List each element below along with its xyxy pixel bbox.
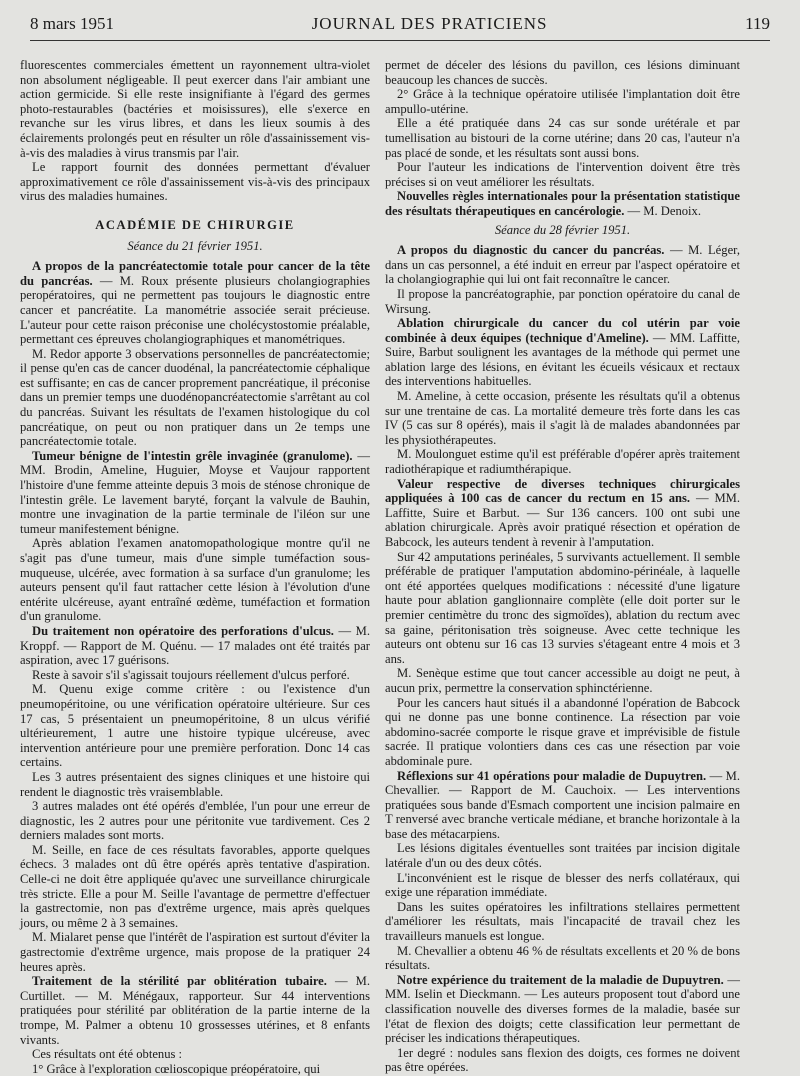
paragraph: Elle a été pratiquée dans 24 cas sur sonde urétérale et par tumellisation au bistouri de la corne utérine; dans 20 cas, l'auteur n'a pas placé de sonde, et les résultats sont aussi bons. <box>385 116 740 160</box>
article-heading: Traitement de la stérilité par oblitération tubaire. <box>32 974 327 989</box>
paragraph: M. Mialaret pense que l'intérêt de l'aspiration est surtout d'éviter la gastrectomie d'extrême urgence, mais propose de la pratiquer 24 heures après. <box>20 930 370 974</box>
paragraph: Dans les suites opératoires les infiltrations stellaires permettent d'améliorer les résultats, mais l'incapacité de travail chez les travailleurs manuels est longue. <box>385 899 740 944</box>
article <box>20 259 370 347</box>
article-text: — M. Roux présente plusieurs cholangiographies peropératoires, qui ne permettent pas toujours le diagnostic entre cancer et pancréatite. La manométrie associée serait précieuse. L'auteur pour cette raison préconise une cholécystostomie préalable, permettant ces épreuves cholangiographiques et manométriques. <box>20 273 370 347</box>
article-text: — MM. Brodin, Ameline, Huguier, Moyse et Vaujour rapportent l'histoire d'une femme atteinte depuis 3 mois de sténose chronique de l'intestin grêle. Le lavement baryté, forçant la valvule de Bauhin, montre une invagination de la partie terminale de l'iléon sur une tumeur manifestement bénigne. <box>20 448 370 536</box>
journal-title: JOURNAL DES PRATICIENS <box>311 14 548 33</box>
paragraph: fluorescentes commerciales émettent un rayonnement ultra-violet non absolument négligeable. Il peut exercer dans l'air ambiant une action germicide. Si elle reste insignifiante à l'égard des germes photo-restaurables (bactéries et moisissures), elle s'exerce en revanche sur les virus libres, et dans les lieux soumis à des éclairements prolongés peut en résulter un rôle d'assainissement vis-à-vis des maladies à virus transmis par l'air. <box>20 58 370 160</box>
paragraph: Après ablation l'examen anatomopathologique montre qu'il ne s'agit pas d'une tumeur, mais d'une simple tuméfaction sous-muqueuse, ulcérée, avec formation à sa surface d'un granulome; les auteurs pensent qu'il faut rattacher cette lésion à l'évolution d'une entérite ulcéreuse, ayant entraîné œdème, tuméfaction et formation d'un granulome. <box>20 536 370 624</box>
header-date: 8 mars 1951 <box>30 14 115 33</box>
article <box>20 449 370 537</box>
paragraph: Pour l'auteur les indications de l'intervention doivent être très précises si on veut améliorer les résultats. <box>385 160 740 189</box>
paragraph: M. Redor apporte 3 observations personnelles de pancréatectomie; il pense qu'en cas de cancer duodénal, la pancréatectomie céphalique est suffisante; en cas de cancer proprement pancréatique, il préconise dans un premier temps une duodénopancréatectomie s'arrêtant au col du pancréas. Suivant les résultats de l'examen histologique du col pancréatique, on peut ou non pratiquer dans un 2e temps une pancréatectomie totale. <box>20 346 370 449</box>
article-heading: A propos de la pancréatectomie totale pour cancer de la tête du pancréas. <box>20 259 370 288</box>
paragraph: 2° Grâce à la technique opératoire utilisée l'implantation doit être ampullo-utérine. <box>385 87 740 116</box>
session-date: Séance du 21 février 1951. <box>127 238 263 253</box>
session-date: Séance du 28 février 1951. <box>494 222 631 237</box>
article <box>20 974 370 1047</box>
paragraph: M. Chevallier a obtenu 46 % de résultats excellents et 20 % de bons résultats. <box>385 943 740 973</box>
paragraph: M. Senèque estime que tout cancer accessible au doigt ne peut, à aucun prix, permettre la conservation sphinctérienne. <box>385 666 740 695</box>
paragraph: M. Ameline, à cette occasion, présente les résultats qu'il a obtenus sur une trentaine de cas. La mortalité demeure très forte dans les cas IV (5 cas sur 8 opérés), mais il s'agit là de malades abandonnées par les physiothérapeutes. <box>385 389 740 447</box>
article-heading: Ablation chirurgicale du cancer du col utérin par voie combinée à deux équipes (technique d'Ameline). <box>385 316 740 345</box>
paragraph: Reste à savoir s'il s'agissait toujours réellement d'ulcus perforé. <box>32 667 350 682</box>
page-header <box>30 14 770 40</box>
paragraph: Les lésions digitales éventuelles sont traitées par incision digitale latérale d'un ou des deux côtés. <box>385 841 740 871</box>
right-column <box>385 58 741 1075</box>
article-heading: Du traitement non opératoire des perforations d'ulcus. <box>32 623 334 638</box>
article-heading: Réflexions sur 41 opérations pour maladie de Dupuytren. <box>397 768 707 783</box>
article-text: — M. Curtillet. — M. Ménégaux, rapporteur. Sur 44 interventions pratiquées pour stérilité par oblitération de la partie interne de la trompe, M. Palmer a obtenu 10 grossesses utérines, et 8 enfants vivants. <box>20 974 370 1047</box>
article <box>385 973 740 1046</box>
left-column <box>20 58 370 1076</box>
article <box>385 243 740 287</box>
article-text: — M. Denoix. <box>624 203 701 218</box>
paragraph: 1° Grâce à l'exploration cœlioscopique préopératoire, qui <box>32 1061 321 1076</box>
article-heading: A propos du diagnostic du cancer du pancréas. <box>397 243 665 258</box>
paragraph: Les 3 autres présentaient des signes cliniques et une histoire qui rendent le diagnostic très vraisemblable. <box>20 769 370 799</box>
article-text: — MM. Laffitte, Suire et Barbut. — Sur 136 cancers. 100 ont subi une ablation chirurgicale. Après avoir pratiqué résection et opération de Babcock, les auteurs tendent à revenir à l'amputation. <box>385 491 740 549</box>
paragraph: M. Quenu exige comme critère : ou l'existence d'un pneumopéritoine, ou une vérification opératoire ultérieure. Sur ces 17 cas, 5 présentaient un pneumopéritoine, 8 un ulcus vérifié ultérieurement, 1 autre une histoire typique ulcéreuse, avec intervention antérieure pour une première perforation. Donc 14 cas certains. <box>20 682 370 770</box>
page-number: 119 <box>745 14 770 33</box>
header-rule <box>30 40 770 41</box>
section-heading: ACADÉMIE DE CHIRURGIE <box>95 217 295 232</box>
article-heading: Tumeur bénigne de l'intestin grêle invaginée (granulome). <box>32 448 353 463</box>
article <box>385 477 740 550</box>
article-heading: Valeur respective de diverses techniques chirurgicales appliquées à 100 cas de cancer du rectum en 15 ans. <box>385 476 740 506</box>
article-text: — M. Chevallier. — Rapport de M. Cauchoix. — Les interventions pratiquées sous bande d'Esmach comportent une incision palmaire en T renversé avec branche verticale médiane, et branche horizontale à la base des métacarpiens. <box>385 768 740 841</box>
article-text: — M. Kroppf. — Rapport de M. Quénu. — 17 malades ont été traités par aspiration, avec 17 guérisons. <box>20 623 370 668</box>
article-text: — MM. Iselin et Dieckmann. — Les auteurs proposent tout d'abord une classification nouvelle des diverses formes de la maladie, basée sur l'état de flexion des doigts; cette classification leur permettant de préciser les indications thérapeutiques. <box>385 972 741 1046</box>
paragraph: Le rapport fournit des données permettant d'évaluer approximativement ce rôle d'assainissement vis-à-vis des principaux virus des maladies humaines. <box>20 160 370 204</box>
paragraph: Il propose la pancréatographie, par ponction opératoire du canal de Wirsung. <box>385 286 740 316</box>
paragraph: Sur 42 amputations perinéales, 5 survivants actuellement. Il semble préférable de pratiquer l'amputation abdomino-périnéale, à laquelle ont été apportées quelques modifications : nécessité d'une ligature haute pour ablation ganglionnaire complète (elle doit porter sur le premier centimètre du tronc des sigmoïdes), ablation du rectum avec sa gaine, péritonisation très soigneuse. Avec cette technique les auteurs ont obtenu sur 16 cas 13 survies s'étageant entre 4 mois et 3 ans. <box>385 549 740 666</box>
article-text: — MM. Laffitte, Suire, Barbut soulignent les avantages de la méthode qui permet une ablation large des lésions, en évitant les écueils vésicaux et rectaux des interventions habituelles. <box>385 330 741 389</box>
paragraph: 1er degré : nodules sans flexion des doigts, ces formes ne doivent pas être opérées. <box>385 1045 740 1075</box>
paragraph: Pour les cancers haut situés il a abandonné l'opération de Babcock qui ne donne pas une bonne continence. La résection par voie abdomino-sacrée comporte le risque grave et imprévisible de fistule sacrée. Il pratique volontiers dans ces cas une résection par voie abdominale pure. <box>385 695 740 768</box>
paragraph: L'inconvénient est le risque de blesser des nerfs collatéraux, qui exige une réparation immédiate. <box>385 870 740 900</box>
paragraph: permet de déceler des lésions du pavillon, ces lésions diminuant beaucoup les chances de succès. <box>385 58 740 87</box>
paragraph: M. Seille, en face de ces résultats favorables, apporte quelques échecs. 3 malades ont dû être opérés après tentative d'aspiration. Celle-ci ne doit être appliquée qu'avec une surveillance chirurgicale très stricte. Elle a pour M. Seille l'avantage de permettre d'effectuer la gastrectomie, non pas d'extrême urgence, mais après quelques jours, ou même 2 à 3 semaines. <box>20 842 370 930</box>
article <box>385 189 740 218</box>
article-heading: Nouvelles règles internationales pour la présentation statistique des résultats thérapeutiques en cancérologie. <box>385 189 740 218</box>
article <box>385 769 740 842</box>
article-text: — M. Léger, dans un cas personnel, a été induit en erreur par l'aspect opératoire et la cholangiographie qui lui ont fait reconnaître le cancer. <box>385 243 740 287</box>
article <box>20 624 370 668</box>
paragraph: M. Moulonguet estime qu'il est préférable d'opérer après traitement radiothérapique et radiumthérapique. <box>385 447 740 477</box>
paragraph: Ces résultats ont été obtenus : <box>32 1047 183 1062</box>
paragraph: 3 autres malades ont été opérés d'emblée, l'un pour une erreur de diagnostic, les 2 autres pour une péritonite vue tardivement. Ces 2 derniers malades sont morts. <box>20 799 370 843</box>
article-heading: Notre expérience du traitement de la maladie de Dupuytren. <box>397 972 724 987</box>
article <box>385 316 740 389</box>
